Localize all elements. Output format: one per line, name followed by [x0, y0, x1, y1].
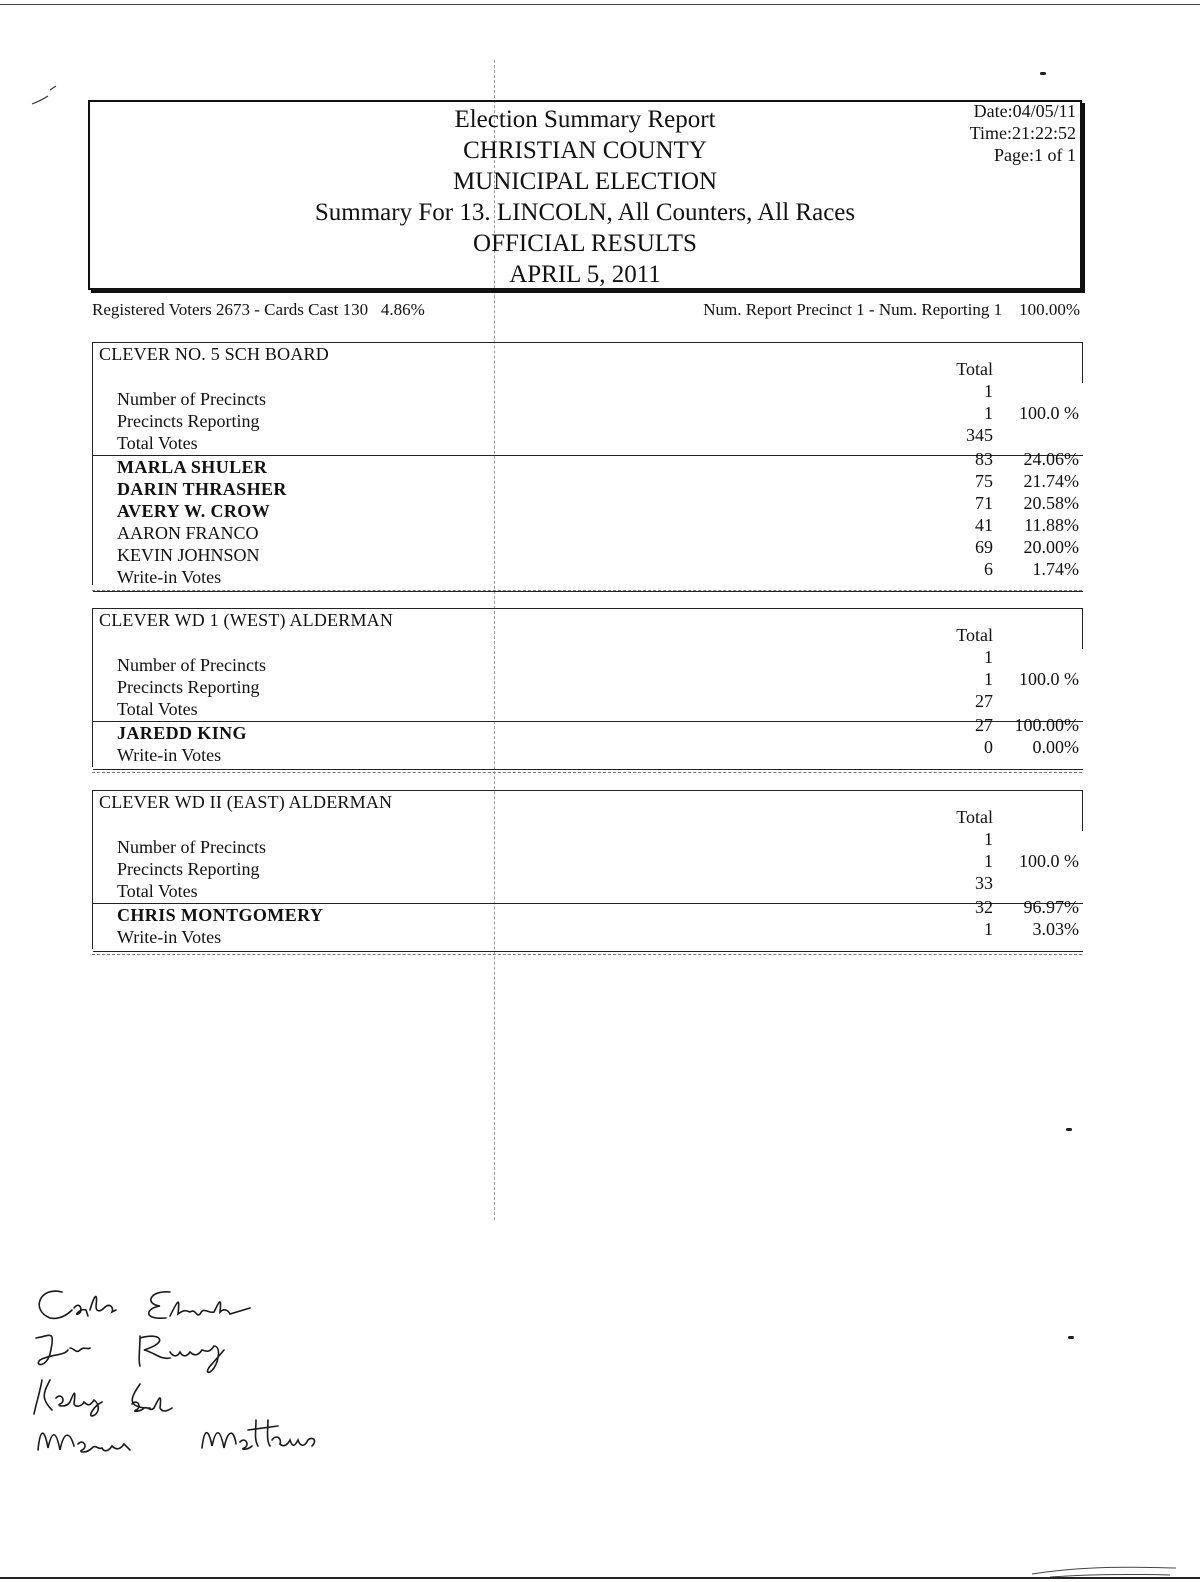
candidate-pct: 0.00% — [1032, 737, 1079, 757]
stat-row — [93, 873, 1083, 903]
race-separator — [92, 954, 1082, 955]
bottom-edge-rule — [0, 1577, 1200, 1579]
candidate-row — [93, 515, 1083, 545]
candidate-votes: 69 — [975, 537, 993, 557]
top-edge-rule — [0, 4, 1200, 5]
report-date: Date:04/05/11 — [973, 101, 1076, 121]
stat-row — [93, 829, 1083, 859]
race-title: CLEVER WD 1 (WEST) ALDERMAN — [99, 610, 394, 630]
candidate-name: JAREDD KING — [117, 723, 247, 743]
candidate-pct: 1.74% — [1032, 559, 1079, 579]
stat-value: 1 — [984, 381, 993, 401]
stat-row — [93, 851, 1083, 881]
stat-value: 1 — [984, 403, 993, 423]
race-separator — [92, 590, 1082, 591]
registered-voters-text: Registered Voters 2673 - Cards Cast 130 — [92, 300, 369, 319]
candidate-votes: 41 — [975, 515, 993, 535]
race-school-board — [92, 342, 1083, 585]
election-name: MUNICIPAL ELECTION — [452, 168, 718, 195]
stat-row — [93, 425, 1083, 455]
stat-pct: 100.0 % — [1019, 403, 1079, 423]
stat-label: Total Votes — [117, 881, 198, 901]
stat-value: 1 — [984, 647, 993, 667]
corner-pen-mark — [30, 84, 60, 108]
candidate-pct: 100.00% — [1014, 715, 1079, 735]
precinct-reporting-text: Num. Report Precinct 1 - Num. Reporting 1 — [703, 300, 1003, 319]
total-label: Total — [956, 807, 993, 827]
stat-value: 1 — [984, 669, 993, 689]
candidates-divider — [93, 721, 1083, 722]
stat-value: 345 — [966, 425, 993, 445]
candidate-row — [93, 493, 1083, 523]
county-name: CHRISTIAN COUNTY — [463, 137, 707, 164]
race-title: CLEVER WD II (EAST) ALDERMAN — [99, 792, 393, 812]
candidate-row — [93, 471, 1083, 501]
race-bottom-rule — [93, 769, 1083, 770]
candidate-row — [93, 449, 1083, 479]
stat-row — [93, 381, 1083, 411]
candidate-pct: 21.74% — [1023, 471, 1079, 491]
race-ward-1-alderman — [92, 608, 1083, 767]
stat-label: Precincts Reporting — [117, 677, 260, 697]
candidate-name: AARON FRANCO — [117, 523, 259, 543]
stat-label: Number of Precincts — [117, 389, 266, 409]
candidate-row — [93, 737, 1083, 767]
report-title: Election Summary Report — [454, 106, 716, 133]
scan-speck — [1066, 1128, 1072, 1131]
stat-value: 27 — [975, 691, 993, 711]
handwritten-signatures — [20, 1280, 440, 1480]
stat-value: 1 — [984, 829, 993, 849]
candidate-votes: 71 — [975, 493, 993, 513]
candidate-row — [93, 715, 1083, 745]
candidates-divider — [93, 455, 1083, 456]
candidate-votes: 0 — [984, 737, 993, 757]
race-separator — [92, 772, 1082, 773]
stat-row — [93, 647, 1083, 677]
candidate-row — [93, 919, 1083, 949]
turnout-pct: 4.86% — [380, 300, 425, 319]
page-number: Page:1 of 1 — [994, 145, 1076, 165]
stat-label: Number of Precincts — [117, 655, 266, 675]
stat-label: Precincts Reporting — [117, 411, 260, 431]
summary-for: Summary For 13. LINCOLN, All Counters, All Races — [314, 199, 856, 226]
candidate-pct: 20.00% — [1023, 537, 1079, 557]
candidate-pct: 96.97% — [1023, 897, 1079, 917]
candidate-name: Write-in Votes — [117, 927, 222, 947]
candidate-votes: 6 — [984, 559, 993, 579]
precinct-reporting-pct: 100.00% — [1019, 300, 1080, 319]
candidate-pct: 3.03% — [1032, 919, 1079, 939]
candidates-divider — [93, 903, 1083, 904]
total-column-header — [93, 625, 1083, 647]
stat-row — [93, 669, 1083, 699]
candidate-pct: 11.88% — [1024, 515, 1079, 535]
candidate-row — [93, 897, 1083, 927]
candidate-name: Write-in Votes — [117, 567, 222, 587]
candidate-votes: 75 — [975, 471, 993, 491]
candidate-name: Write-in Votes — [117, 745, 222, 765]
stat-label: Total Votes — [117, 433, 198, 453]
stat-label: Total Votes — [117, 699, 198, 719]
scan-speck — [1068, 1336, 1074, 1339]
candidate-votes: 83 — [975, 449, 993, 469]
report-header — [88, 100, 1082, 290]
stat-value: 33 — [975, 873, 993, 893]
candidate-name: AVERY W. CROW — [117, 501, 271, 521]
candidate-name: KEVIN JOHNSON — [117, 545, 260, 565]
race-bottom-rule — [93, 951, 1083, 952]
candidate-votes: 32 — [975, 897, 993, 917]
total-label: Total — [956, 359, 993, 379]
header-meta — [970, 100, 1076, 166]
race-bottom-rule — [93, 591, 1083, 592]
results-status: OFFICIAL RESULTS — [473, 230, 697, 257]
registered-voters — [92, 300, 425, 320]
stat-row — [93, 403, 1083, 433]
candidate-row — [93, 559, 1083, 589]
stat-label: Number of Precincts — [117, 837, 266, 857]
stat-value: 1 — [984, 851, 993, 871]
candidate-votes: 1 — [984, 919, 993, 939]
candidate-pct: 20.58% — [1023, 493, 1079, 513]
candidate-name: CHRIS MONTGOMERY — [117, 905, 324, 925]
candidate-name: DARIN THRASHER — [117, 479, 287, 499]
candidate-row — [93, 537, 1083, 567]
race-ward-2-alderman — [92, 790, 1083, 949]
candidate-votes: 27 — [975, 715, 993, 735]
election-date: APRIL 5, 2011 — [509, 261, 661, 288]
stat-pct: 100.0 % — [1019, 851, 1079, 871]
total-column-header — [93, 359, 1083, 381]
stat-pct: 100.0 % — [1019, 669, 1079, 689]
precinct-reporting — [703, 300, 1080, 320]
total-label: Total — [956, 625, 993, 645]
signatures — [20, 1280, 440, 1480]
candidate-name: MARLA SHULER — [117, 457, 268, 477]
race-title: CLEVER NO. 5 SCH BOARD — [99, 344, 329, 364]
stat-label: Precincts Reporting — [117, 859, 260, 879]
scan-speck — [1040, 72, 1046, 75]
total-column-header — [93, 807, 1083, 829]
candidate-pct: 24.06% — [1023, 449, 1079, 469]
stat-row — [93, 691, 1083, 721]
header-titles — [90, 104, 1080, 290]
report-time: Time:21:22:52 — [969, 123, 1076, 143]
